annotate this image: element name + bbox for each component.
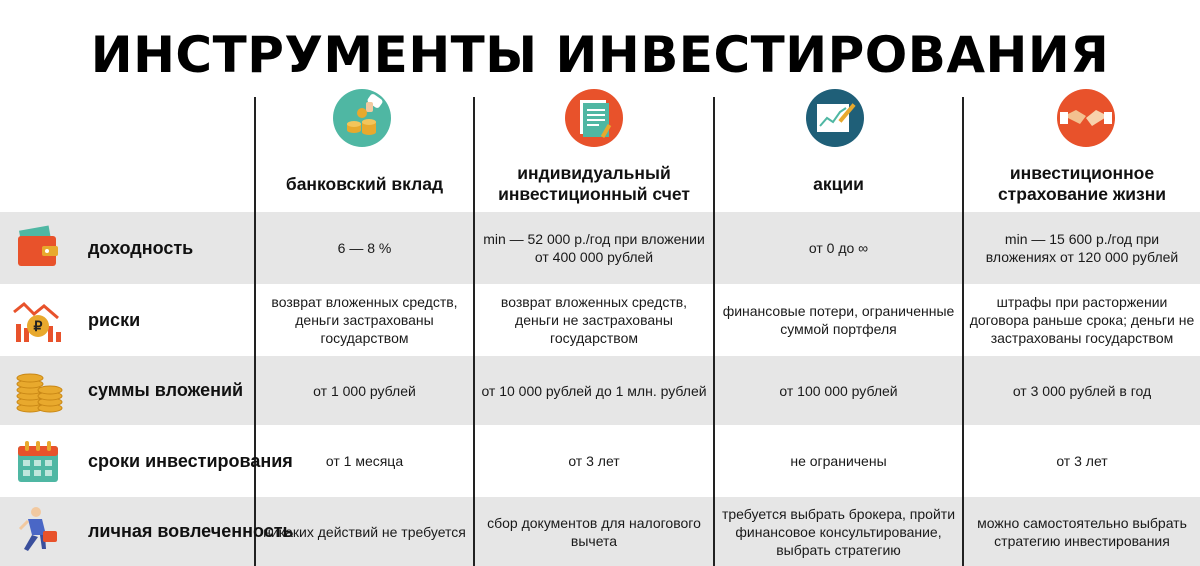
cell-risks-iis: возврат вложенных средств, деньги не застрахованы государством [500, 294, 688, 346]
row-label-risks: риски [88, 309, 141, 330]
row-label-involvement: личная вовлеченность [88, 521, 294, 541]
cell-amounts-iis: от 10 000 рублей до 1 млн. рублей [481, 382, 707, 399]
cell-amounts-stocks: от 100 000 рублей [779, 382, 898, 399]
column-header-stocks: акции [813, 173, 864, 194]
column-header-iis: индивидуальный инвестиционный счет [498, 163, 690, 204]
cell-involvement-iis: сбор документов для налогового вычета [487, 514, 701, 549]
coin-stack-icon [12, 364, 64, 416]
column-header-bank-deposit: банковский вклад [285, 173, 444, 194]
cell-terms-bank: от 1 месяца [325, 453, 404, 469]
chart-pen-icon [805, 88, 865, 148]
page-title: ИНСТРУМЕНТЫ ИНВЕСТИРОВАНИЯ [90, 26, 1110, 84]
coins-hand-icon [332, 88, 392, 148]
cell-involvement-bank: никаких действий не требуется [263, 523, 466, 540]
wallet-icon [12, 222, 64, 274]
running-person-icon [12, 505, 64, 557]
ruble-risk-icon [12, 294, 64, 346]
row-label-returns: доходность [88, 237, 194, 258]
cell-risks-bank: возврат вложенных средств, деньги застрахованы государством [271, 294, 458, 346]
cell-terms-insurance: от 3 лет [1056, 453, 1108, 469]
cell-returns-stocks: от 0 до ∞ [808, 240, 869, 256]
document-icon [564, 88, 624, 148]
cell-terms-stocks: не ограничены [790, 453, 887, 469]
cell-risks-stocks: финансовые потери, ограниченные суммой портфеля [722, 303, 955, 337]
svg-text:₽: ₽ [33, 318, 43, 334]
column-header-insurance: инвестиционное страхование жизни [997, 163, 1167, 204]
calendar-icon [12, 436, 64, 488]
cell-involvement-insurance: можно самостоятельно выбрать стратегию инвестирования [977, 514, 1187, 549]
cell-returns-insurance: min — 15 600 р./год при вложениях от 120 000 рублей [985, 231, 1179, 265]
cell-amounts-insurance: от 3 000 рублей в год [1012, 382, 1152, 399]
cell-involvement-stocks: требуется выбрать брокера, пройти финансовое консультирование, выбрать стратегию [721, 505, 956, 558]
handshake-icon [1056, 88, 1116, 148]
cell-terms-iis: от 3 лет [568, 453, 620, 469]
cell-returns-iis: min — 52 000 р./год при вложении от 400 000 рублей [483, 231, 705, 265]
cell-returns-bank: 6 — 8 % [337, 240, 392, 256]
cell-risks-insurance: штрафы при расторжении договора раньше срока; деньги не застрахованы государством [969, 294, 1195, 346]
row-label-terms: сроки инвестирования [88, 450, 293, 471]
cell-amounts-bank: от 1 000 рублей [313, 382, 416, 399]
row-label-amounts: суммы вложений [88, 380, 244, 400]
